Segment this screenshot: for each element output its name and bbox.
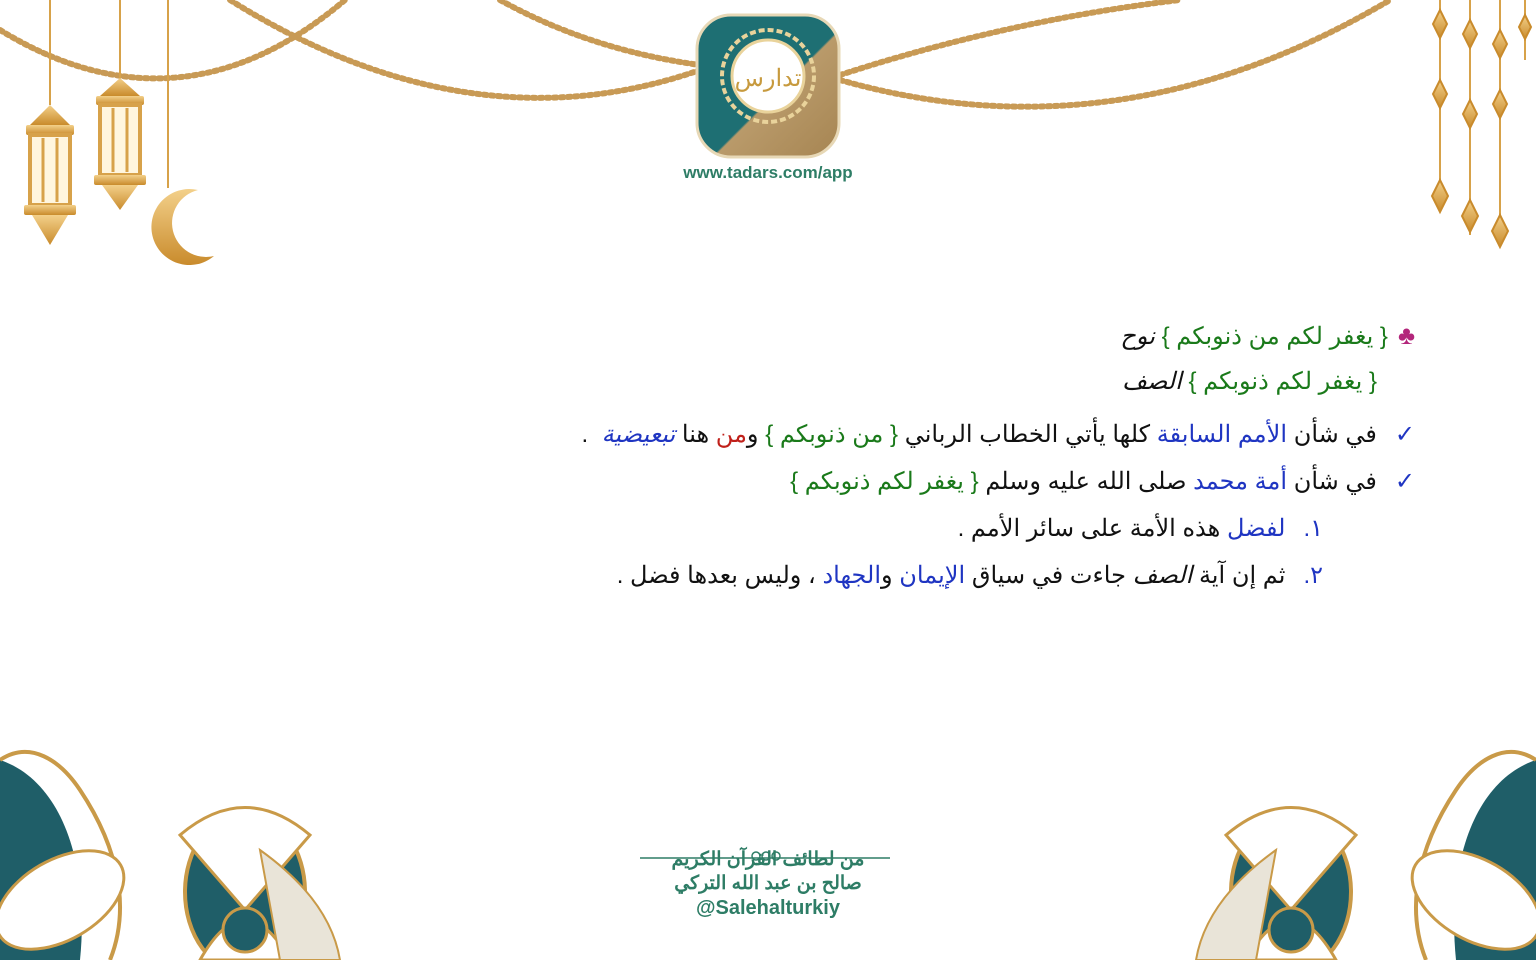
surah-name: الصف xyxy=(1132,562,1193,589)
crescent-icon xyxy=(151,0,214,265)
point-verse: { يغفر لكم ذنوبكم } xyxy=(790,468,979,495)
sub-point-2 xyxy=(380,553,1415,600)
point-text: صلى الله عليه وسلم xyxy=(985,468,1187,495)
point-highlight: الجهاد xyxy=(822,562,882,589)
surah-name: نوح xyxy=(1120,323,1155,350)
list-number: ١. xyxy=(1303,515,1323,542)
point-text: و xyxy=(881,562,893,589)
point-muhammad-ummah xyxy=(380,459,1415,506)
verse-text: { يغفر لكم ذنوبكم } xyxy=(1188,368,1377,395)
app-url-link[interactable]: www.tadars.com/app xyxy=(683,163,853,182)
list-number: ٢. xyxy=(1303,562,1323,589)
point-text: ، وليس بعدها فضل . xyxy=(616,562,816,589)
point-text: جاءت في سياق xyxy=(971,562,1126,589)
point-text: و xyxy=(746,421,759,448)
point-text: في شأن xyxy=(1293,421,1377,448)
point-previous-nations xyxy=(380,412,1415,459)
point-highlight-red: من xyxy=(715,421,747,448)
verse-line-nuh xyxy=(380,312,1415,359)
credits-block xyxy=(628,848,908,920)
logo-calligraphy: تدارس xyxy=(734,64,802,92)
check-icon: ✓ xyxy=(1394,421,1415,448)
point-verse: { من ذنوبكم } xyxy=(765,421,899,448)
author-name: صالح بن عبد الله التركي xyxy=(674,873,862,894)
point-highlight: الأمم السابقة xyxy=(1156,421,1288,448)
point-text: هذه الأمة على سائر الأمم . xyxy=(957,515,1221,542)
club-icon: ♣ xyxy=(1397,320,1415,350)
point-highlight: أمة محمد xyxy=(1193,468,1288,495)
tadars-logo xyxy=(697,15,839,157)
verse-line-saff xyxy=(380,359,1415,406)
verse-text: { يغفر لكم من ذنوبكم } xyxy=(1161,323,1388,350)
hanging-ornaments xyxy=(1432,0,1531,247)
twitter-handle[interactable]: @Salehalturkiy xyxy=(695,897,840,919)
check-icon: ✓ xyxy=(1394,468,1415,495)
point-highlight: الإيمان xyxy=(899,562,966,589)
bead-garland xyxy=(0,0,1390,107)
point-term: تبعيضية xyxy=(601,421,676,448)
point-highlight: لفضل xyxy=(1226,515,1286,542)
lantern-icon xyxy=(94,0,146,210)
mandala-left xyxy=(0,752,340,960)
surah-name: الصف xyxy=(1122,368,1182,395)
lantern-icon xyxy=(24,0,76,245)
point-text: كلها يأتي الخطاب الرباني xyxy=(904,421,1151,448)
point-period: . xyxy=(581,421,589,448)
slide-content xyxy=(380,312,1415,600)
sub-point-1 xyxy=(380,506,1415,553)
series-title: من لطائف القرآن الكريم xyxy=(671,849,865,870)
point-text: هنا xyxy=(681,421,710,448)
point-text: ثم إن آية xyxy=(1198,562,1286,589)
mandala-right xyxy=(1196,752,1536,960)
point-text: في شأن xyxy=(1293,468,1377,495)
